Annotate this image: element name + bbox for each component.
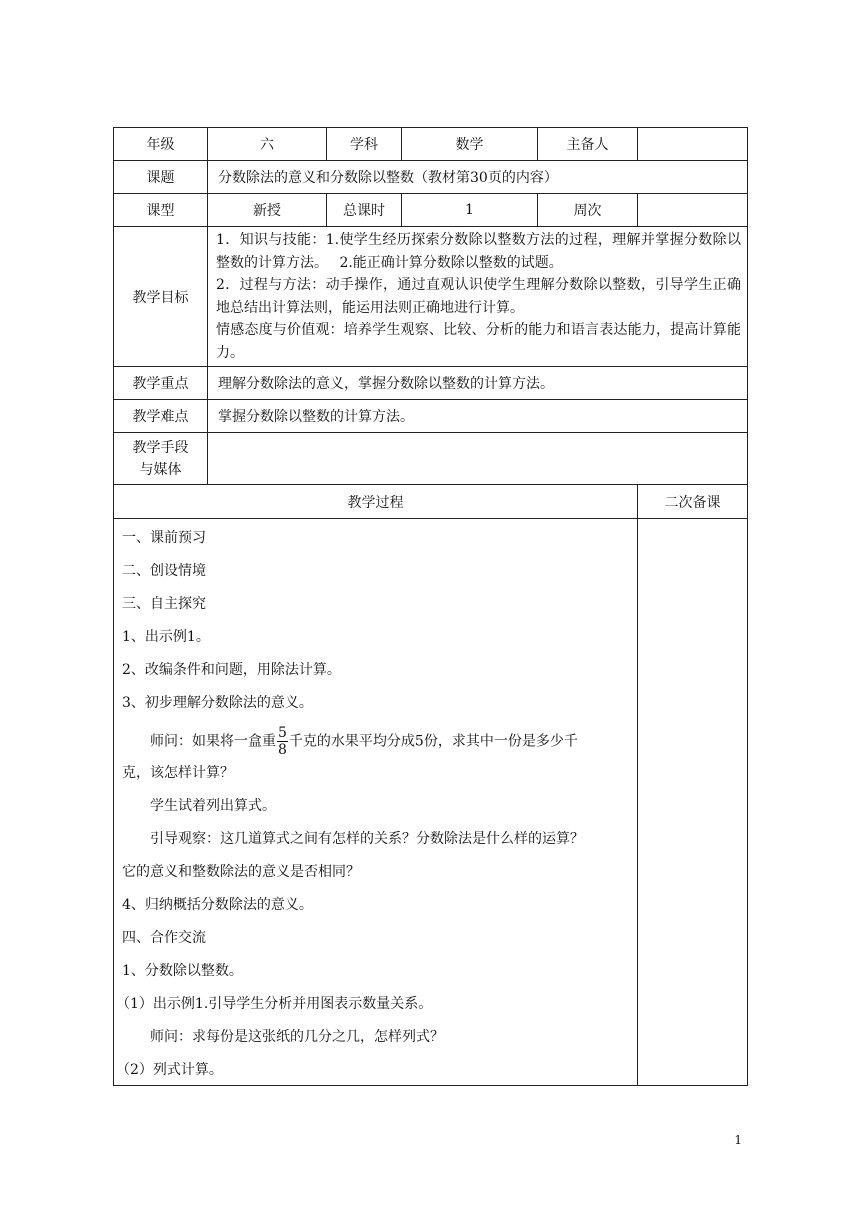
subject-value: 数学: [402, 128, 538, 161]
header-row: [114, 128, 748, 161]
lesson-type-label: 课型: [114, 194, 208, 227]
key-points-row: [114, 367, 748, 400]
fraction-five-eighths: [277, 725, 288, 758]
teacher-question-end: 千克的水果平均分成5份，求其中一份是多少千: [288, 733, 578, 750]
lesson-type-value: 新授: [208, 194, 327, 227]
second-prep-header: 二次备课: [638, 485, 748, 519]
section-self-explore: 三、自主探究: [122, 596, 206, 612]
key-points-label: 教学重点: [114, 367, 208, 400]
second-prep-content: [638, 519, 748, 1086]
grade-label: 年级: [114, 128, 208, 161]
lesson-type-row: [114, 194, 748, 227]
media-label: [114, 433, 208, 485]
section-cooperate: 四、合作交流: [122, 930, 206, 946]
process-header: 教学过程: [114, 485, 638, 519]
process-header-row: [114, 485, 748, 519]
difficulties-row: [114, 400, 748, 433]
goals-content: [208, 227, 748, 367]
teacher-question-cont: 克，该怎样计算？: [122, 765, 234, 781]
step-fraction-div-int: 1、分数除以整数。: [122, 963, 243, 979]
teacher-question: [122, 725, 631, 758]
topic-label: 课题: [114, 161, 208, 194]
guide-observe: 引导观察：这几道算式之间有怎样的关系？分数除法是什么样的运算？: [150, 831, 584, 847]
teacher-question-start: 师问：如果将一盒重: [150, 733, 276, 750]
key-points-value: 理解分数除法的意义，掌握分数除以整数的计算方法。: [208, 367, 748, 400]
step-understand-meaning: 3、初步理解分数除法的意义。: [122, 695, 313, 711]
grade-value: 六: [208, 128, 327, 161]
process-content: [114, 519, 638, 1086]
week-value: [638, 194, 748, 227]
difficulties-value: 掌握分数除以整数的计算方法。: [208, 400, 748, 433]
step-summarize-meaning: 4、归纳概括分数除法的意义。: [122, 897, 313, 913]
step-adapt-problem: 2、改编条件和问题，用除法计算。: [122, 662, 341, 678]
substep-teacher-question: 师问：求每份是这张纸的几分之几，怎样列式？: [150, 1029, 444, 1045]
goals-process: 2．过程与方法：动手操作，通过直观认识使学生理解分数除以整数，引导学生正确地总结出计算法则，能运用法则正确地进行计算。: [216, 277, 741, 316]
goals-knowledge: 1．知识与技能：1.使学生经历探索分数除以整数方法的过程，理解并掌握分数除以整数的计算方法。 2.能正确计算分数除以整数的试题。: [216, 232, 741, 271]
topic-row: [114, 161, 748, 194]
process-row: [114, 519, 748, 1086]
media-label-line2: 与媒体: [139, 461, 182, 478]
media-value: [208, 433, 748, 485]
fraction-numerator: 5: [278, 725, 287, 741]
total-hours-value: 1: [402, 194, 538, 227]
media-row: [114, 433, 748, 485]
substep-compute: （2）列式计算。: [116, 1062, 223, 1078]
total-hours-label: 总课时: [327, 194, 402, 227]
topic-value: 分数除法的意义和分数除以整数（教材第30页的内容）: [208, 161, 748, 194]
goals-row: [114, 227, 748, 367]
student-activity: 学生试着列出算式。: [150, 798, 276, 814]
preparer-label: 主备人: [538, 128, 638, 161]
media-label-line1: 教学手段: [132, 439, 189, 456]
difficulties-label: 教学难点: [114, 400, 208, 433]
substep-show-example: （1）出示例1.引导学生分析并用图表示数量关系。: [116, 996, 433, 1012]
step-show-example: 1、出示例1。: [122, 629, 210, 645]
section-preview: 一、课前预习: [122, 530, 206, 546]
fraction-denominator: 8: [278, 742, 287, 758]
week-label: 周次: [538, 194, 638, 227]
guide-observe-cont: 它的意义和整数除法的意义是否相同？: [122, 864, 360, 880]
subject-label: 学科: [327, 128, 402, 161]
lesson-plan-table: [113, 127, 748, 1086]
preparer-value: [638, 128, 748, 161]
goals-attitude: 情感态度与价值观：培养学生观察、比较、分析的能力和语言表达能力，提高计算能力。: [216, 322, 741, 361]
section-scenario: 二、创设情境: [122, 563, 206, 579]
goals-label: 教学目标: [114, 227, 208, 367]
page-number: 1: [734, 1133, 742, 1147]
